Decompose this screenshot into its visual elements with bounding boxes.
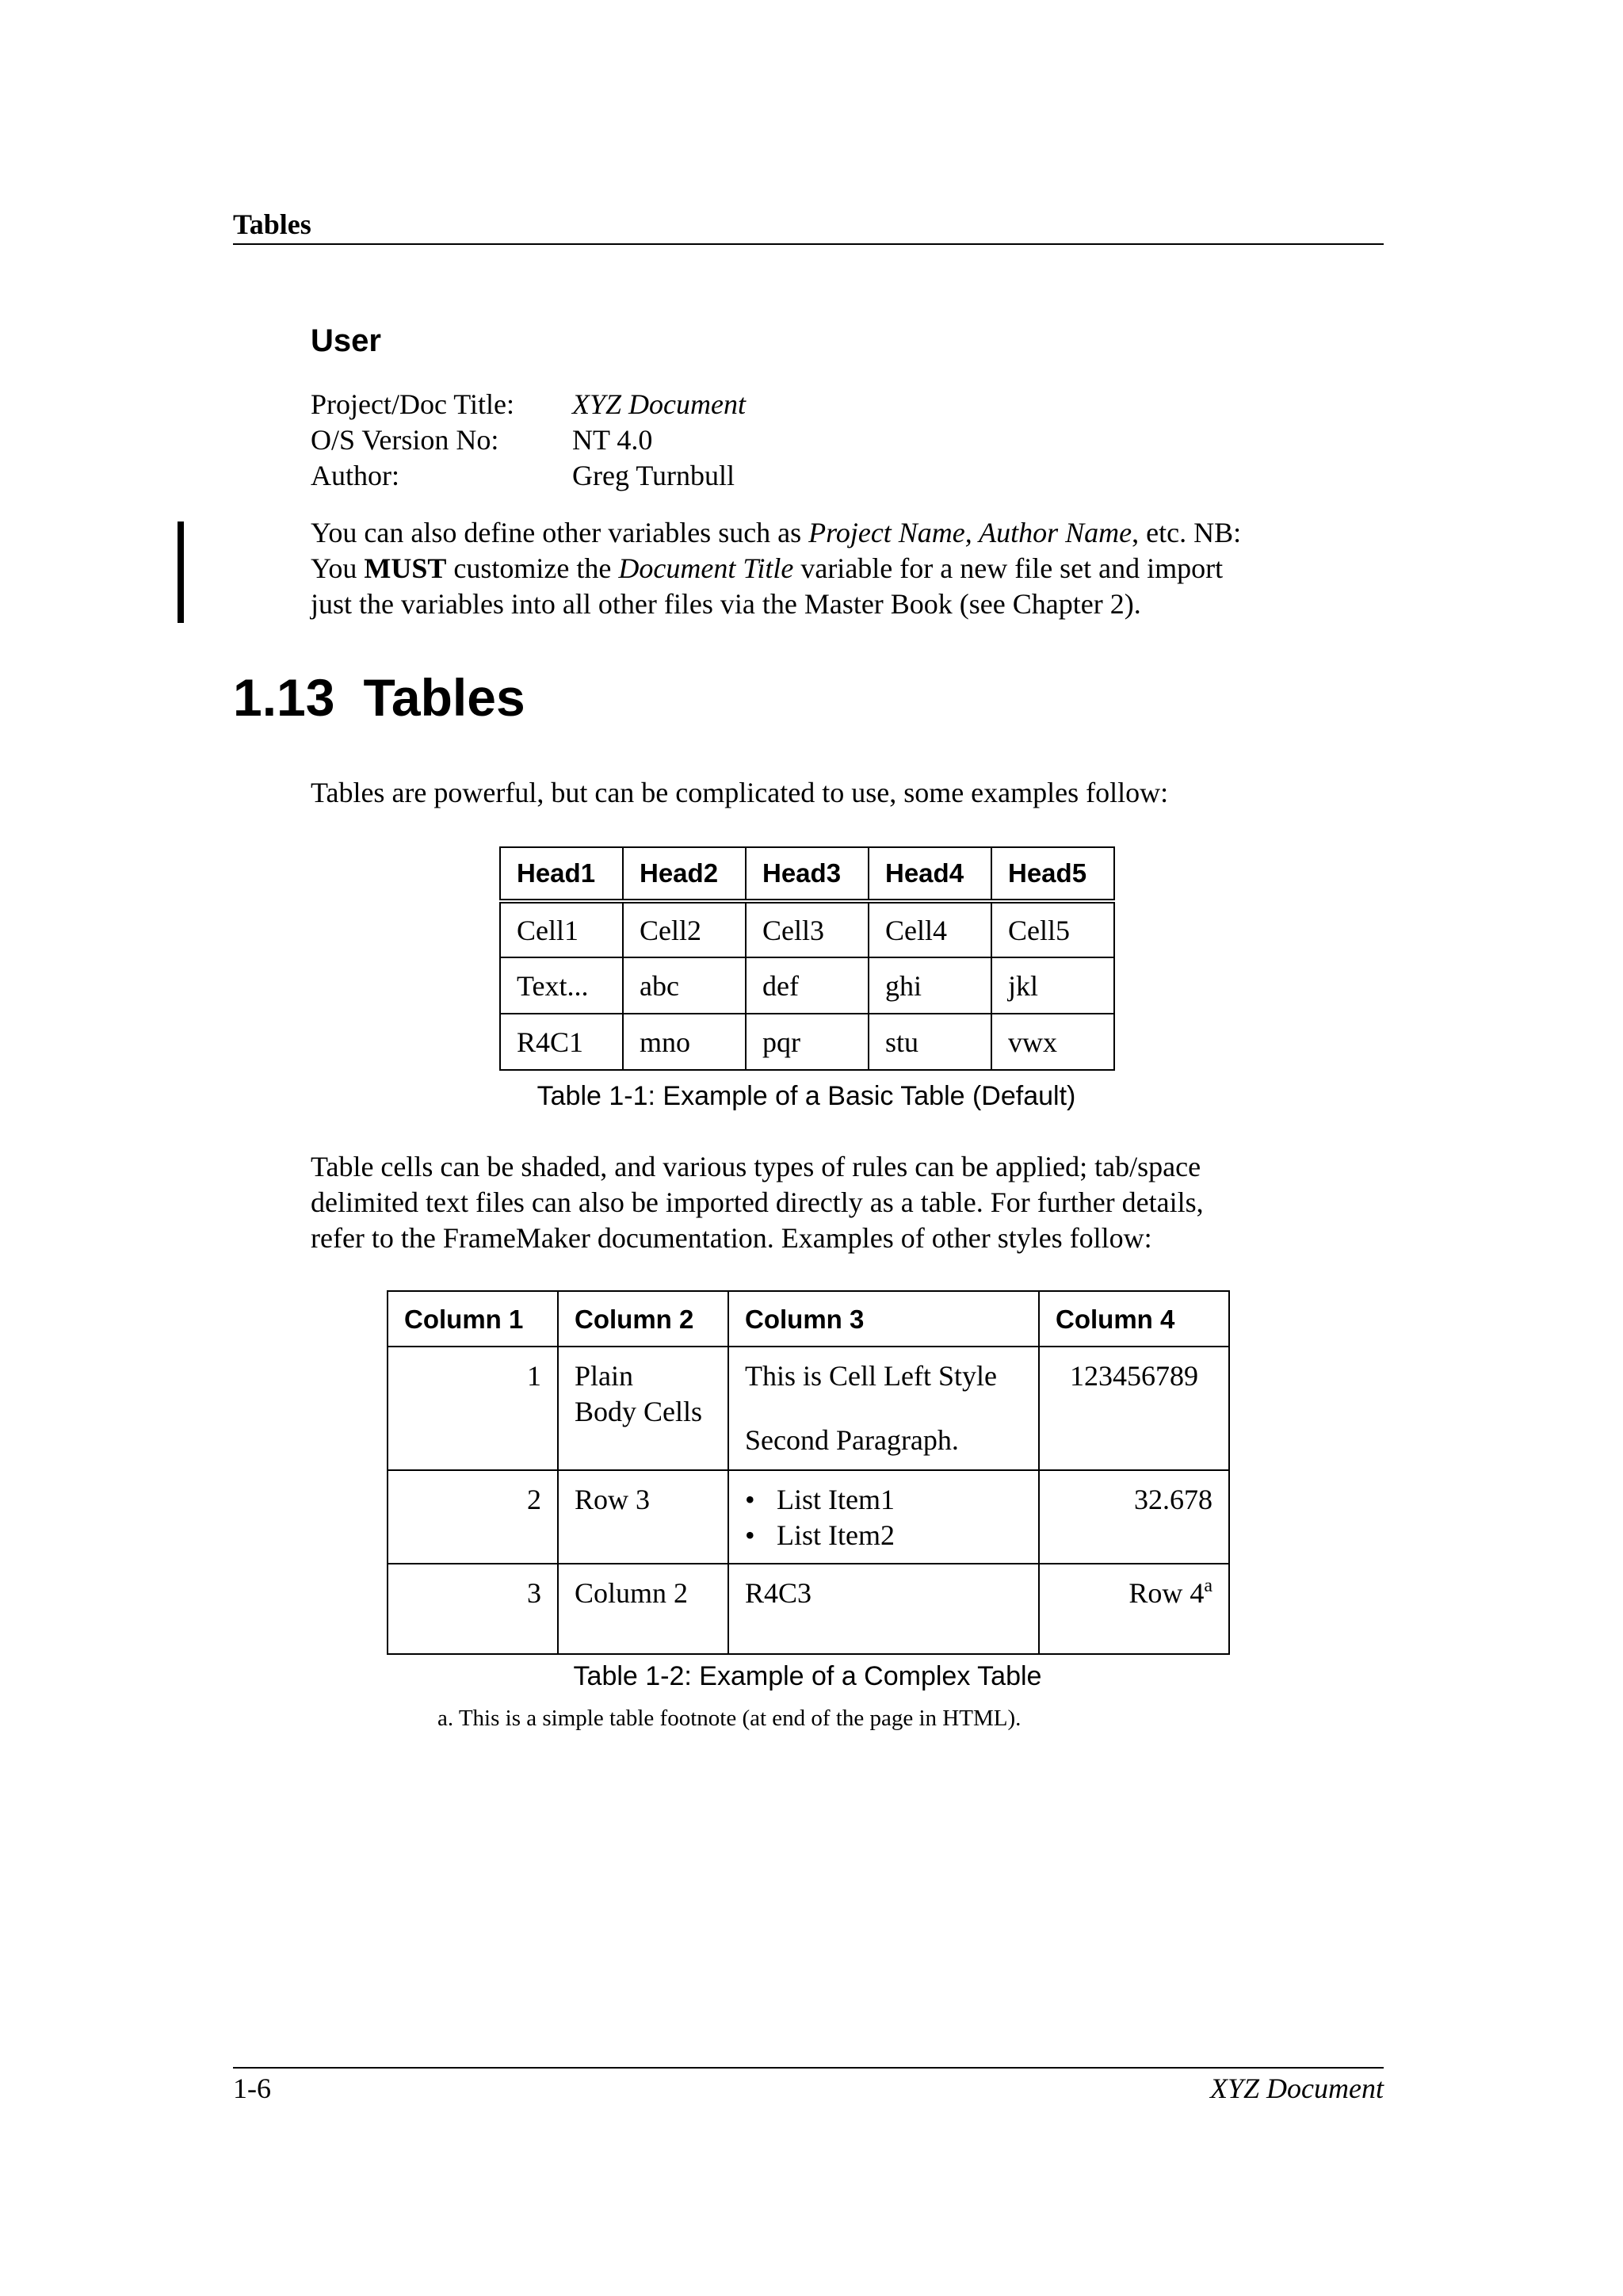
text-run: You can also define other variables such as: [311, 517, 809, 548]
table-footnote: a. This is a simple table footnote (at end of the page in HTML).: [437, 1706, 1022, 1731]
table-header-cell: Head2: [623, 847, 746, 901]
table-cell: pqr: [746, 1014, 869, 1070]
running-head: Tables: [233, 208, 311, 240]
table-row: [388, 1470, 1229, 1564]
variable-value: Greg Turnbull: [572, 460, 735, 491]
text-run: You: [311, 552, 365, 584]
table-header-cell: Head3: [746, 847, 869, 901]
user-heading: User: [311, 323, 381, 358]
table-cell: R4C1: [500, 1014, 623, 1070]
cell-line: Plain: [575, 1360, 634, 1392]
section-heading: [233, 667, 525, 728]
paragraph-line: Table cells can be shaded, and various types of rules can be applied; tab/space: [311, 1151, 1201, 1182]
table-header-row: [500, 847, 1114, 901]
table-cell: abc: [623, 957, 746, 1014]
footer-rule: [233, 2067, 1384, 2069]
table-header-cell: Column 4: [1039, 1291, 1229, 1347]
table-header-cell: Column 3: [728, 1291, 1039, 1347]
variable-value: XYZ Document: [572, 388, 746, 420]
table-cell: stu: [869, 1014, 991, 1070]
table-cell: 32.678: [1039, 1470, 1229, 1564]
text-run: , etc. NB:: [1132, 517, 1242, 548]
bold-run: MUST: [364, 552, 447, 584]
table-header-cell: Column 2: [558, 1291, 728, 1347]
table-header-cell: Head4: [869, 847, 991, 901]
table-cell: vwx: [991, 1014, 1114, 1070]
table-cell: [1039, 1564, 1229, 1654]
footer-doc-title: XYZ Document: [1210, 2073, 1384, 2104]
change-bar: [178, 521, 184, 623]
table-cell: Column 2: [558, 1564, 728, 1654]
table-cell: mno: [623, 1014, 746, 1070]
table-header-cell: Head5: [991, 847, 1114, 901]
cell-line: Body Cells: [575, 1396, 703, 1427]
bullet-list: [745, 1482, 1022, 1553]
variable-row: [311, 422, 746, 458]
paragraph-line: just the variables into all other files via the Master Book (see Chapter 2).: [311, 588, 1141, 620]
footnote-marker: a: [1204, 1576, 1212, 1596]
section-title: Tables: [363, 668, 525, 727]
variable-label: Project/Doc Title:: [311, 388, 515, 420]
intro-paragraph: Tables are powerful, but can be complicated to use, some examples follow:: [311, 777, 1169, 808]
table-cell: [728, 1470, 1039, 1564]
table-cell: Row 3: [558, 1470, 728, 1564]
table-cell: Cell1: [500, 901, 623, 957]
table-cell: def: [746, 957, 869, 1014]
variable-row: [311, 387, 746, 422]
table-cell: jkl: [991, 957, 1114, 1014]
variables-list: [311, 387, 746, 494]
cell-paragraph: Second Paragraph.: [745, 1424, 959, 1456]
table-cell: 2: [388, 1470, 558, 1564]
variable-value: NT 4.0: [572, 424, 653, 456]
list-item: • List Item2: [745, 1518, 1022, 1553]
table-row: [500, 901, 1114, 957]
header-rule: [233, 243, 1384, 245]
variable-label: Author:: [311, 460, 399, 491]
table-cell: 123456789: [1039, 1347, 1229, 1470]
table-cell: [728, 1347, 1039, 1470]
table-row: [500, 1014, 1114, 1070]
table-cell: Text...: [500, 957, 623, 1014]
table-row: [388, 1347, 1229, 1470]
table-cell: ghi: [869, 957, 991, 1014]
table-header-cell: Column 1: [388, 1291, 558, 1347]
variables-paragraph: [311, 515, 1341, 622]
table-row: [500, 957, 1114, 1014]
table-cell: [558, 1347, 728, 1470]
basic-table: [499, 846, 1115, 1071]
paragraph-line: [311, 515, 1341, 551]
table-caption: Table 1-2: Example of a Complex Table: [573, 1661, 1042, 1691]
variable-row: [311, 458, 746, 494]
table-cell: Cell4: [869, 901, 991, 957]
table-row: [388, 1564, 1229, 1654]
table-cell: 3: [388, 1564, 558, 1654]
text-run: customize the: [446, 552, 619, 584]
table-cell: 1: [388, 1347, 558, 1470]
table-caption: Table 1-1: Example of a Basic Table (Default): [537, 1081, 1076, 1111]
text-run: variable for a new file set and import: [793, 552, 1224, 584]
list-item: • List Item1: [745, 1482, 1022, 1518]
complex-table: [387, 1290, 1230, 1655]
paragraph-line: [311, 551, 1341, 586]
italic-run: Document Title: [618, 552, 794, 584]
table-cell: Cell3: [746, 901, 869, 957]
cell-text: Row 4: [1128, 1577, 1205, 1609]
paragraph-line: refer to the FrameMaker documentation. Examples of other styles follow:: [311, 1222, 1152, 1254]
table-header-cell: Head1: [500, 847, 623, 901]
table-cell: R4C3: [728, 1564, 1039, 1654]
cell-paragraph: This is Cell Left Style: [745, 1360, 997, 1392]
styles-paragraph: [311, 1149, 1309, 1256]
variable-label: O/S Version No:: [311, 424, 499, 456]
section-number: 1.13: [233, 668, 335, 727]
table-cell: Cell5: [991, 901, 1114, 957]
paragraph-line: delimited text files can also be imported directly as a table. For further details,: [311, 1186, 1204, 1218]
table-header-row: [388, 1291, 1229, 1347]
table-cell: Cell2: [623, 901, 746, 957]
page-number: 1-6: [233, 2073, 271, 2104]
italic-run: Project Name, Author Name: [808, 517, 1132, 548]
